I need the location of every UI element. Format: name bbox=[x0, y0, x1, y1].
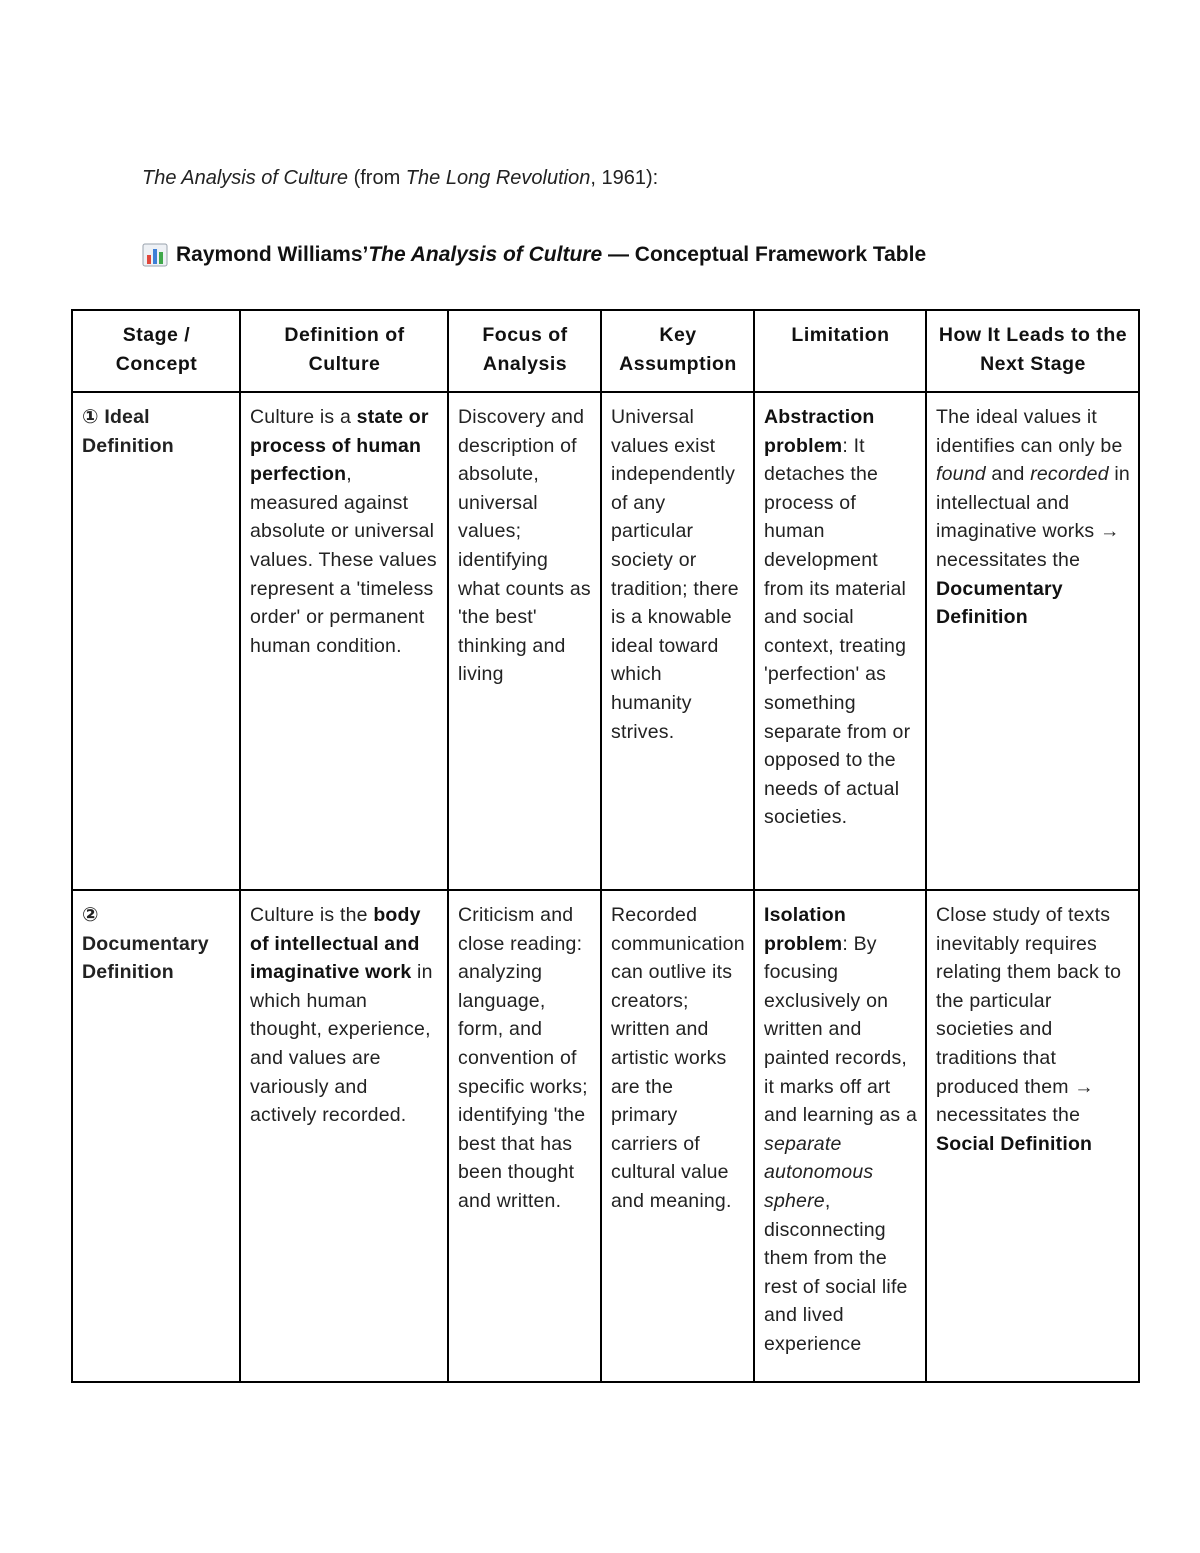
stage-cell: ② Documentary Definition bbox=[72, 890, 240, 1382]
header-next-stage: How It Leads to the Next Stage bbox=[926, 310, 1139, 392]
stage-cell: ① Ideal Definition bbox=[72, 392, 240, 890]
next-stage-cell: The ideal values it identifies can only be found and recorded in intellectual and imaginative works → necessitates the Documentary Definition bbox=[926, 392, 1139, 890]
table-header-row bbox=[72, 310, 1139, 392]
table-row bbox=[72, 890, 1139, 1382]
header-stage: Stage / Concept bbox=[72, 310, 240, 392]
essay-title: The Analysis of Culture bbox=[142, 167, 349, 189]
focus-cell: Criticism and close reading: analyzing language, form, and convention of specific works; identifying 'the best that has been thought and written. bbox=[448, 890, 601, 1382]
header-limitation: Limitation bbox=[754, 310, 926, 392]
header-focus: Focus of Analysis bbox=[448, 310, 601, 392]
table-row bbox=[72, 392, 1139, 890]
definition-cell: Culture is the body of intellectual and imaginative work in which human thought, experience, and values are variously and actively recorded. bbox=[240, 890, 448, 1382]
title-prefix: Raymond Williams’ bbox=[176, 243, 369, 266]
focus-cell: Discovery and description of absolute, universal values; identifying what counts as 'the best' thinking and living bbox=[448, 392, 601, 890]
header-definition: Definition of Culture bbox=[240, 310, 448, 392]
definition-cell: Culture is a state or process of human perfection, measured against absolute or universal values. These values represent a 'timeless order' or permanent human condition. bbox=[240, 392, 448, 890]
next-stage-cell: Close study of texts inevitably requires relating them back to the particular societies and traditions that produced them → necessitates the Social Definition bbox=[926, 890, 1139, 1382]
title-italic: The Analysis of Culture bbox=[368, 243, 603, 266]
title-suffix: — Conceptual Framework Table bbox=[602, 243, 927, 266]
bar-chart-icon bbox=[142, 243, 168, 267]
header-assumption: Key Assumption bbox=[601, 310, 754, 392]
book-title: The Long Revolution bbox=[405, 167, 591, 189]
year-text: , 1961): bbox=[590, 167, 659, 189]
framework-table bbox=[71, 309, 1140, 1383]
from-text: (from bbox=[348, 167, 406, 189]
page-title bbox=[142, 240, 926, 270]
assumption-cell: Universal values exist independently of any particular society or tradition; there is a knowable ideal toward which humanity strives. bbox=[601, 392, 754, 890]
limitation-cell: Abstraction problem: It detaches the process of human development from its material and social context, treating 'perfection' as something separate from or opposed to the needs of actual societies. bbox=[754, 392, 926, 890]
limitation-cell: Isolation problem: By focusing exclusively on written and painted records, it marks off art and learning as a separate autonomous sphere, disconnecting them from the rest of social life and lived experience bbox=[754, 890, 926, 1382]
source-line bbox=[142, 164, 658, 192]
assumption-cell: Recorded communication can outlive its creators; written and artistic works are the primary carriers of cultural value and meaning. bbox=[601, 890, 754, 1382]
